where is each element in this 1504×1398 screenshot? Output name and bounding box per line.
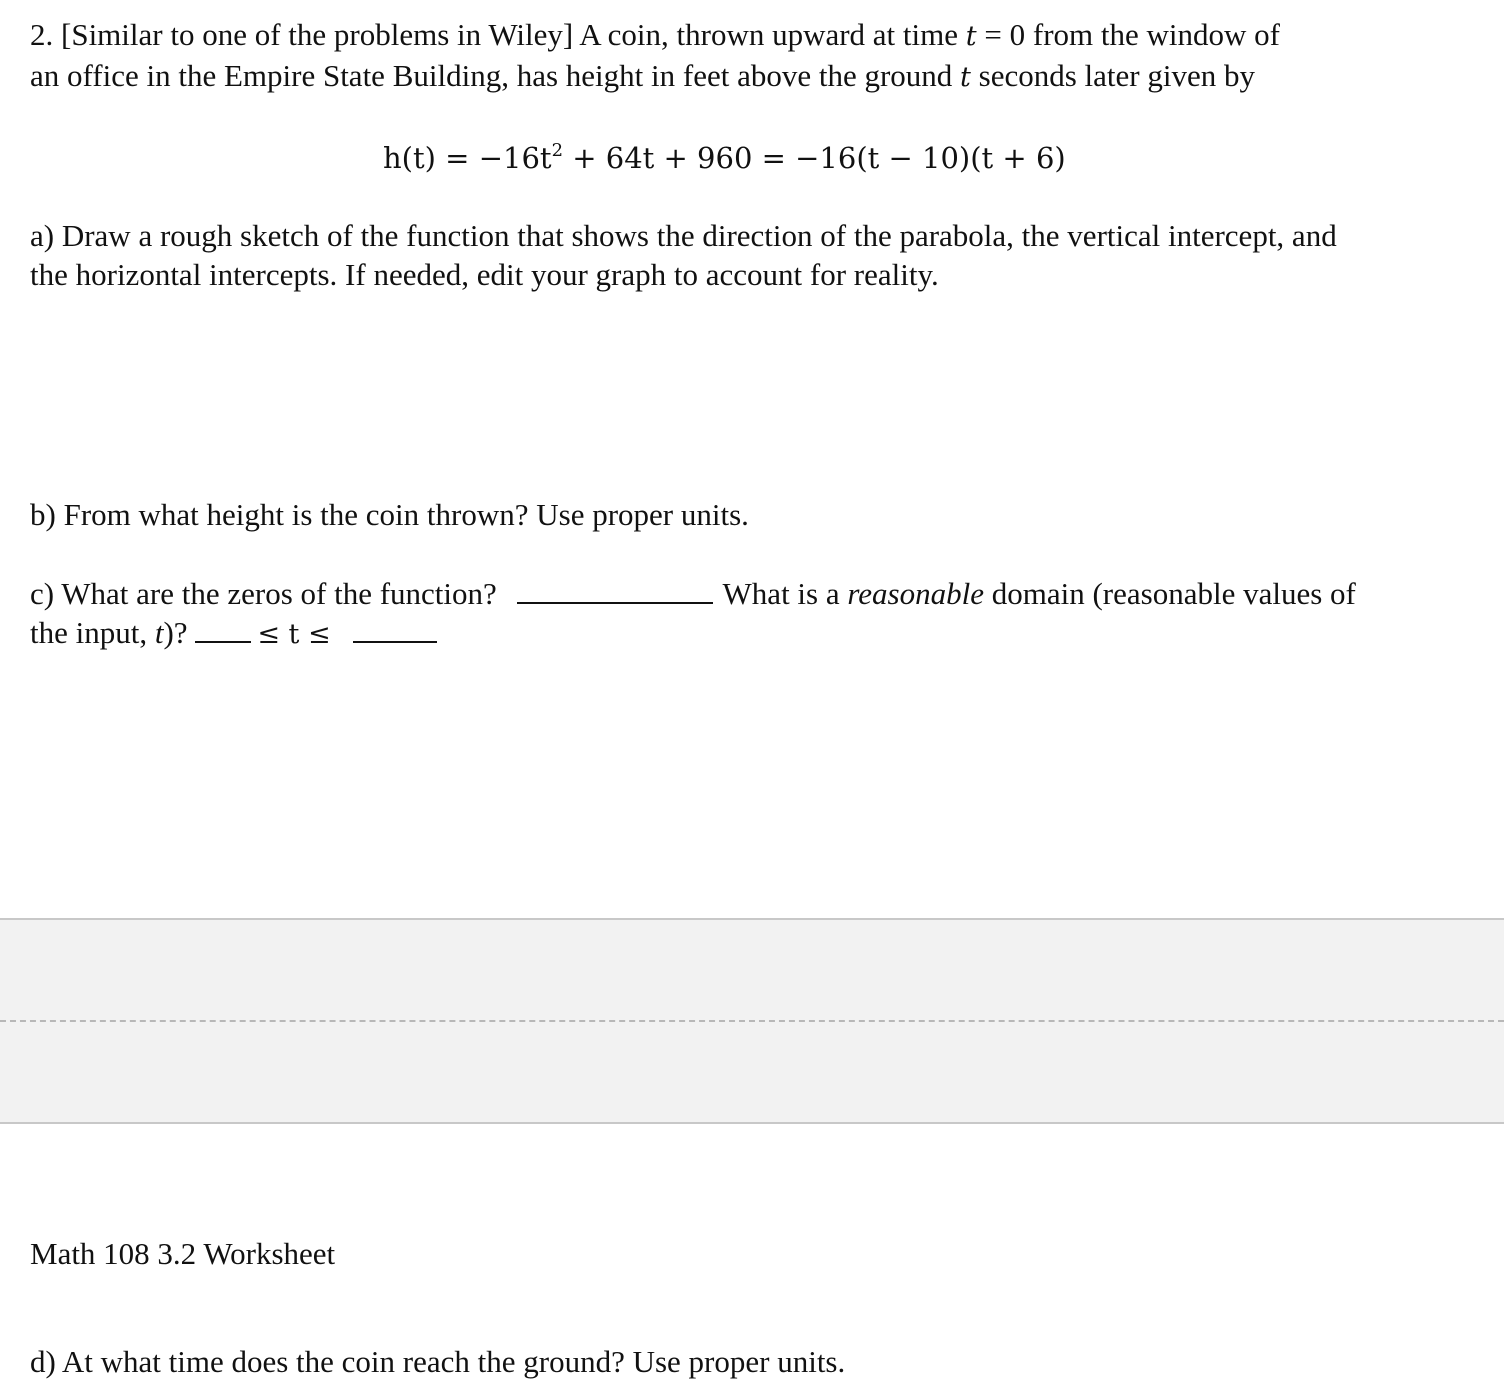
part-b-question: b) From what height is the coin thrown? Use proper units.	[30, 497, 749, 532]
zeros-answer-blank[interactable]	[517, 574, 713, 604]
domain-question-a: What is a	[722, 576, 848, 611]
problem-line2-text-b: seconds later given by	[970, 58, 1255, 93]
page-break-dashed-line	[0, 1020, 1504, 1022]
zeros-question: c) What are the zeros of the function?	[30, 576, 497, 611]
domain-lower-blank[interactable]	[195, 613, 251, 643]
domain-upper-blank[interactable]	[353, 613, 437, 643]
time-variable: t	[965, 21, 977, 52]
time-variable: t	[960, 62, 971, 93]
part-c-line2	[30, 613, 437, 655]
problem-intro-text-a: 2. [Similar to one of the problems in Wiley] A coin, thrown upward at time	[30, 17, 966, 52]
part-a-line2: the horizontal intercepts. If needed, edit your graph to account for reality.	[30, 257, 939, 292]
part-c-line1	[30, 574, 1356, 614]
equation-lhs: h(t) = −16t	[383, 141, 552, 175]
domain-question-b: domain (reasonable values of	[983, 576, 1356, 611]
domain-question-emph: reasonable	[847, 576, 984, 611]
problem-intro-line1	[30, 15, 1280, 57]
domain-input-b: )?	[163, 615, 196, 650]
height-equation	[383, 138, 1066, 178]
problem-line2-text-a: an office in the Empire State Building, has height in feet above the ground	[30, 58, 961, 93]
page-header-title: Math 108 3.2 Worksheet	[30, 1236, 336, 1271]
domain-input-var: t	[154, 615, 164, 650]
equation-exponent: 2	[551, 140, 564, 161]
problem-intro-text-b: = 0 from the window of	[976, 17, 1280, 52]
part-a-line1: a) Draw a rough sketch of the function that shows the direction of the parabola, the vertical intercept, and	[30, 218, 1337, 253]
part-d-question: d) At what time does the coin reach the ground? Use proper units.	[30, 1344, 846, 1379]
domain-input-a: the input,	[30, 615, 155, 650]
problem-intro-line2	[30, 56, 1255, 98]
equation-rhs: + 64t + 960 = −16(t − 10)(t + 6)	[563, 141, 1066, 175]
domain-inequality: ≤ t ≤	[257, 619, 331, 650]
